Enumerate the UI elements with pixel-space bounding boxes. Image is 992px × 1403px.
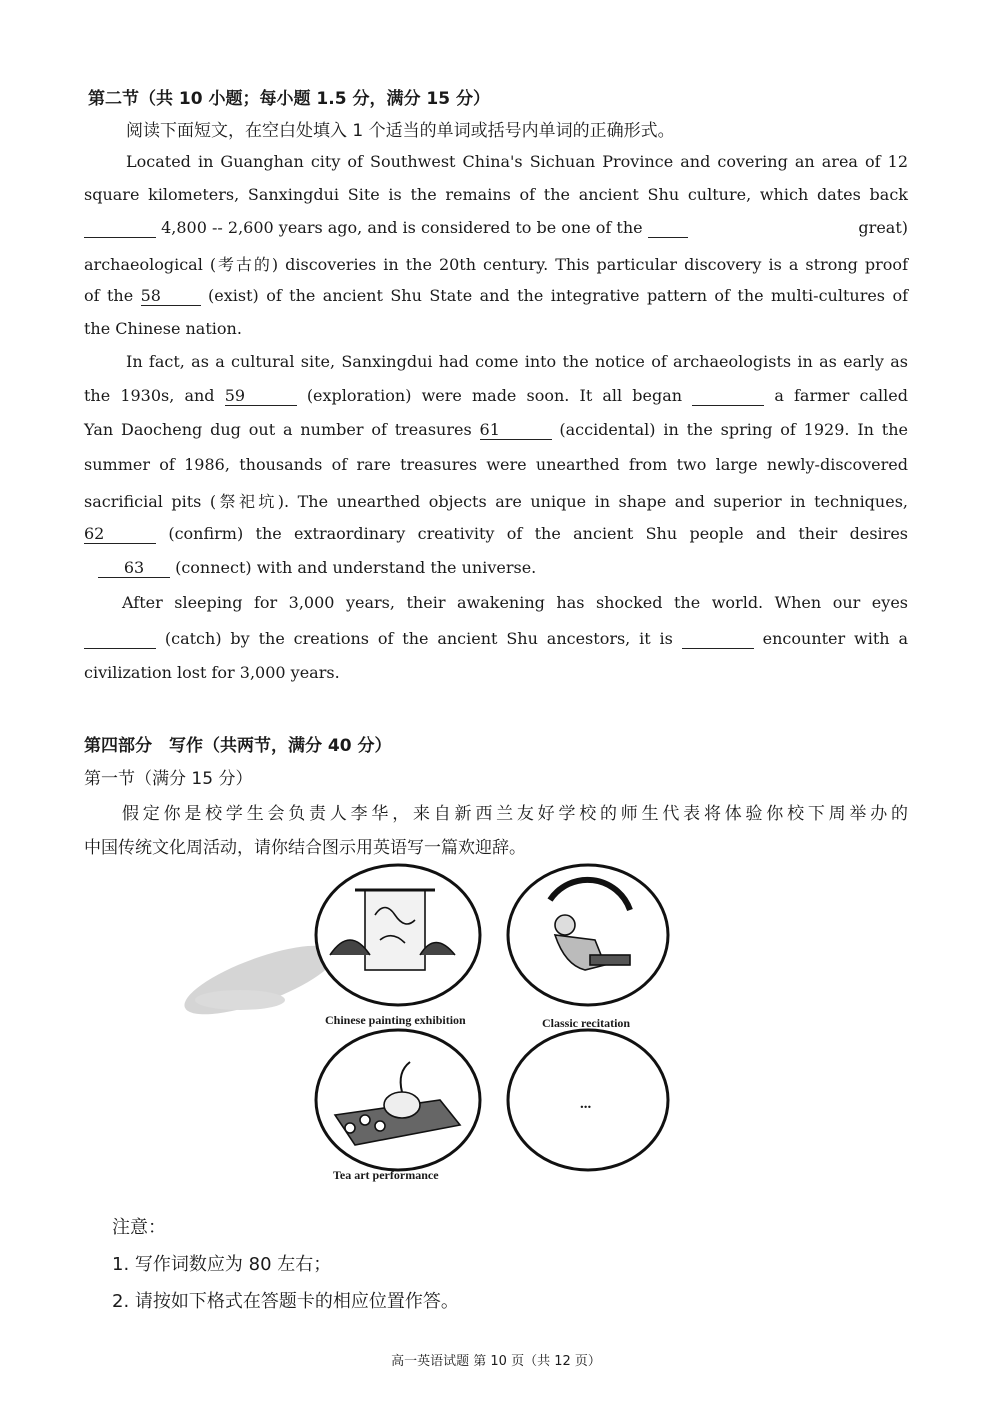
passage-line: 4,800 -- 2,600 years ago, and is considered to be one of the great)	[84, 218, 908, 238]
blank-58: 58	[141, 287, 201, 306]
part4-subheading: 第一节（满分 15 分）	[84, 769, 253, 789]
passage-line: archaeological (考古的) discoveries in the 20th century. This particular discovery is a strong proof	[84, 255, 908, 274]
blank-63: 63	[98, 559, 170, 578]
passage-line: civilization lost for 3,000 years.	[84, 663, 340, 682]
passage-line: the Chinese nation.	[84, 319, 242, 338]
passage-line: sacrificial pits (祭祀坑). The unearthed objects are unique in shape and superior in techniques,	[84, 492, 908, 511]
section-instruction: 阅读下面短文，在空白处填入 1 个适当的单词或括号内单词的正确形式。	[126, 121, 675, 141]
passage-line: After sleeping for 3,000 years, their awakening has shocked the world. When our eyes	[122, 593, 908, 612]
passage-line: In fact, as a cultural site, Sanxingdui had come into the notice of archaeologists in as early as	[126, 352, 908, 371]
writing-prompt-line: 中国传统文化周活动，请你结合图示用英语写一篇欢迎辞。	[84, 838, 526, 858]
recitation-illustration	[508, 865, 668, 1005]
note-item: 2. 请按如下格式在答题卡的相应位置作答。	[112, 1291, 459, 1312]
passage-line: Located in Guanghan city of Southwest China's Sichuan Province and covering an area of 12	[126, 152, 908, 171]
figure-caption: Classic recitation	[542, 1016, 631, 1030]
passage-line: square kilometers, Sanxingdui Site is the remains of the ancient Shu culture, which dates back	[84, 185, 908, 204]
section-heading: 第二节（共 10 小题；每小题 1.5 分，满分 15 分）	[88, 89, 490, 109]
passage-line: of the 58 (exist) of the ancient Shu State and the integrative pattern of the multi-cultures of	[84, 286, 908, 305]
blank-64	[84, 630, 156, 649]
figure-ellipsis: ...	[580, 1096, 592, 1112]
figure-caption: Tea art performance	[333, 1168, 439, 1182]
page-footer: 高一英语试题 第 10 页（共 12 页）	[391, 1354, 601, 1369]
passage-line: (catch) by the creations of the ancient Shu ancestors, it is encounter with a	[84, 629, 908, 649]
blank-65	[682, 630, 754, 649]
blank-60	[692, 387, 764, 406]
note-item: 1. 写作词数应为 80 左右；	[112, 1254, 332, 1275]
blank-61: 61	[480, 421, 552, 440]
passage-line: summer of 1986, thousands of rare treasures were unearthed from two large newly-discovered	[84, 455, 908, 474]
passage-line: 62 (confirm) the extraordinary creativity of the ancient Shu people and their desires	[84, 524, 909, 543]
blank-57	[648, 219, 688, 238]
figure-caption: Chinese painting exhibition	[325, 1013, 466, 1027]
blank-62: 62	[84, 525, 156, 544]
passage-line: 63 (connect) with and understand the universe.	[98, 558, 922, 578]
part4-heading: 第四部分 写作（共两节，满分 40 分）	[84, 736, 392, 756]
blank-59: 59	[225, 387, 297, 406]
passage-line: Yan Daocheng dug out a number of treasures 61 (accidental) in the spring of 1929. In the	[84, 420, 908, 439]
passage-line: the 1930s, and 59 (exploration) were made soon. It all began a farmer called	[84, 386, 908, 405]
blank-56	[84, 219, 156, 238]
notes-title: 注意：	[112, 1217, 166, 1238]
writing-prompt-line: 假定你是校学生会负责人李华，来自新西兰友好学校的师生代表将体验你校下周举办的	[122, 804, 908, 824]
